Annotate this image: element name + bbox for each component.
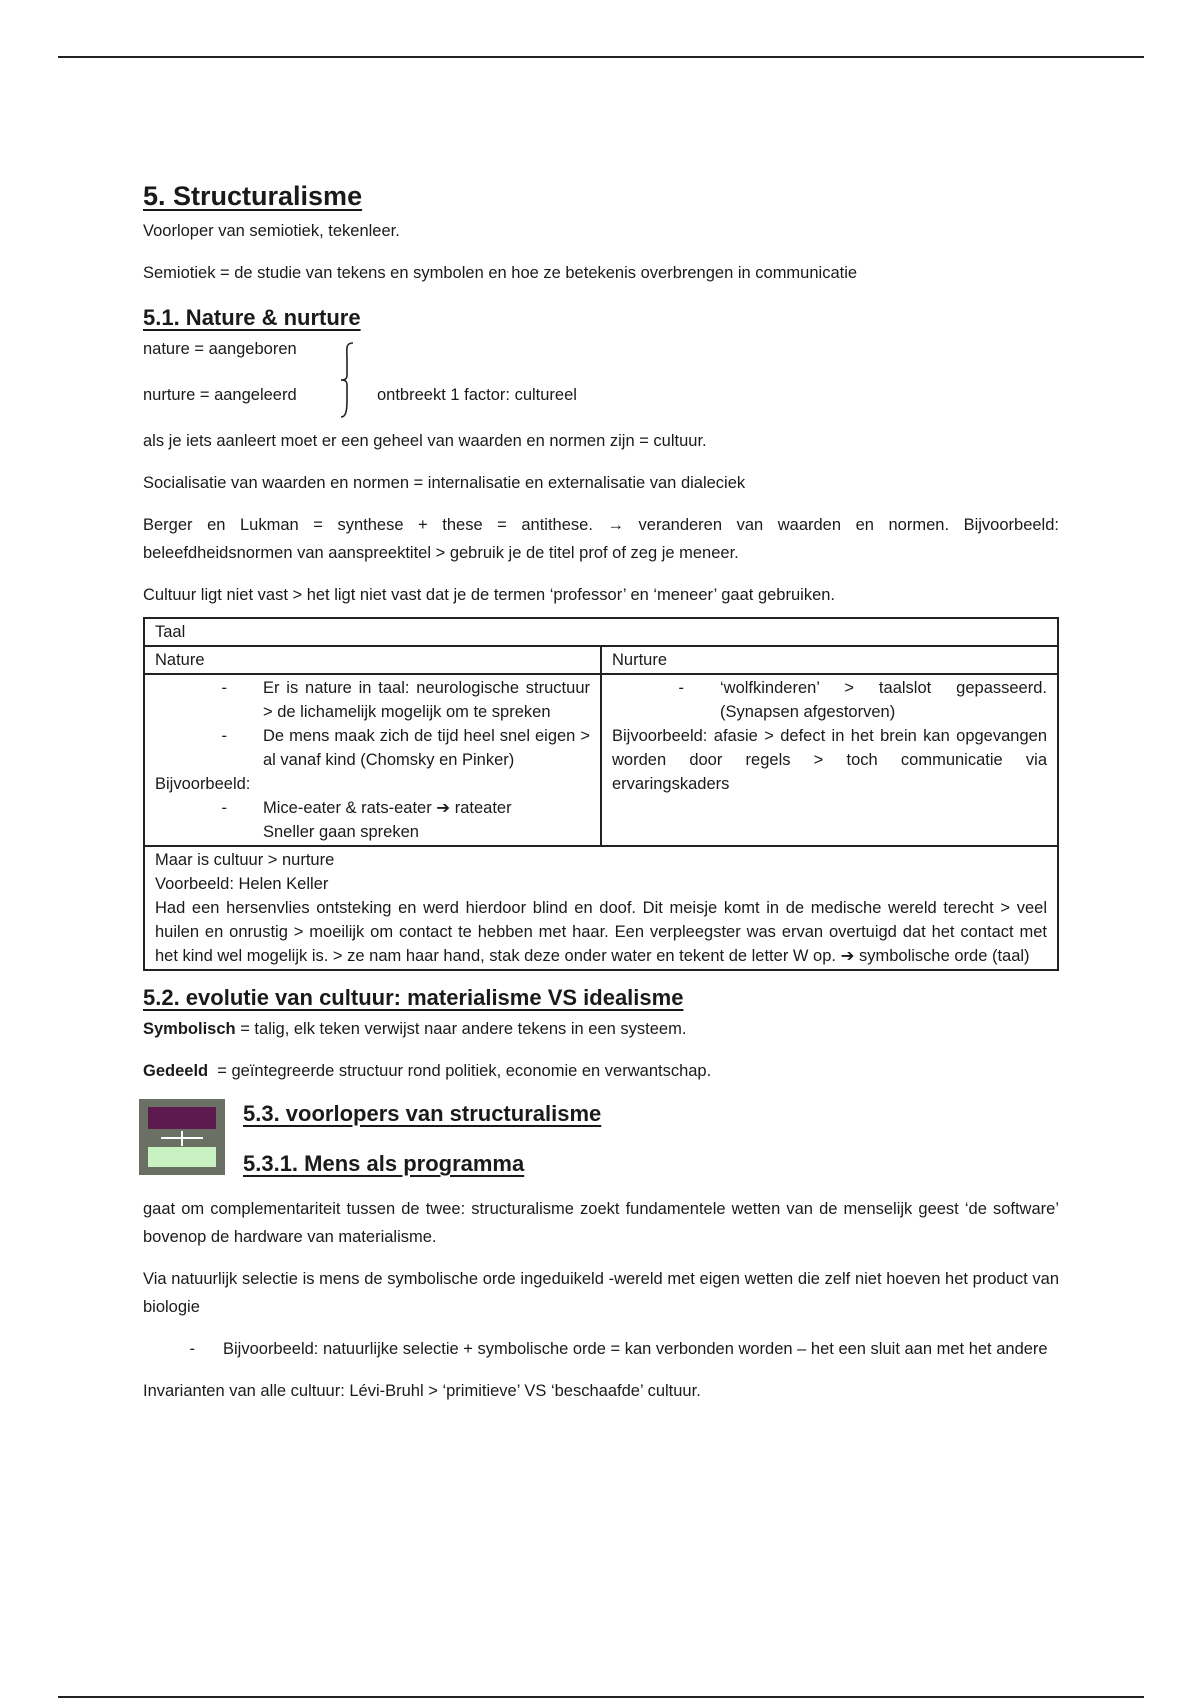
- symbolisch-paragraph: [143, 1015, 1059, 1043]
- cultuur-paragraph: als je iets aanleert moet er een geheel van waarden en normen zijn = cultuur.: [143, 432, 707, 450]
- intro-paragraph: Voorloper van semiotiek, tekenleer.: [143, 222, 400, 240]
- nature-nurture-block: [143, 335, 1059, 421]
- gedeeld-paragraph: [143, 1057, 1059, 1085]
- bullet-dash: -: [189, 1340, 195, 1358]
- gedeeld-text: = geïntegreerde structuur rond politiek, economie en verwantschap.: [208, 1062, 712, 1080]
- invarianten-paragraph: Invarianten van alle cultuur: Lévi-Bruhl > ‘primitieve’ VS ‘beschaafde’ cultuur.: [143, 1382, 701, 1400]
- calculator-icon: [139, 1099, 225, 1175]
- section-5-1-title: 5.1. Nature & nurture: [143, 305, 361, 330]
- semiotiek-paragraph: Semiotiek = de studie van tekens en symbolen en hoe ze betekenis overbrengen in communicatie: [143, 264, 858, 282]
- section-5-title: 5. Structuralisme: [143, 181, 363, 211]
- gedeeld-label: Gedeeld: [143, 1062, 209, 1080]
- table-row: [144, 618, 1058, 646]
- col-nurture-header: Nurture: [601, 646, 1058, 674]
- nature-example-label: Bijvoorbeeld:: [155, 775, 251, 793]
- bullet-dash: -: [221, 679, 227, 697]
- symbolisch-text: = talig, elk teken verwijst naar andere tekens in een systeem.: [235, 1020, 687, 1038]
- section-5-3-header: [143, 1095, 1059, 1195]
- list-item: [155, 676, 590, 724]
- bullet-dash: -: [221, 727, 227, 745]
- berger-lukman-paragraph: Berger en Lukman = synthese + these = antithese. → veranderen van waarden en normen. Bijvoorbeeld: beleefdheidsnormen van aanspreektitel > gebruik je de titel prof of zeg je meneer.: [143, 516, 1059, 562]
- socialisatie-paragraph: Socialisatie van waarden en normen = internalisatie en externalisatie van dialeciek: [143, 474, 746, 492]
- table-row: [144, 646, 1058, 674]
- nature-example-sub: Sneller gaan spreken: [263, 823, 419, 841]
- list-item: [612, 676, 1047, 724]
- bottom-line-1: Maar is cultuur > nurture: [155, 851, 335, 869]
- bottom-line-3: Had een hersenvlies ontsteking en werd hierdoor blind en doof. Dit meisje komt in de medische wereld terecht > veel huilen en onrustig > moeilijk om contact te hebben met haar. Een verpleegster was ervan overtuigd dat het contact met het kind wel mogelijk is. > ze nam haar hand, stak deze onder water en tekent de letter W op. ➔ symbolische orde (taal): [155, 899, 1047, 965]
- nature-example-bullet: Mice-eater & rats-eater ➔ rateater: [263, 799, 512, 817]
- bullet-dash: -: [221, 799, 227, 817]
- nature-bullet-2: De mens maak zich de tijd heel snel eigen > al vanaf kind (Chomsky en Pinker): [263, 727, 590, 769]
- example-bullet: Bijvoorbeeld: natuurlijke selectie + symbolische orde = kan verbonden worden – het een sluit aan met het andere: [223, 1340, 1048, 1358]
- nurture-text: Bijvoorbeeld: afasie > defect in het brein kan opgevangen worden door regels > toch communicatie via ervaringskaders: [612, 727, 1047, 793]
- list-item: [155, 724, 590, 772]
- bullet-dash: -: [678, 679, 684, 697]
- section-5-3-title: 5.3. voorlopers van structuralisme: [243, 1101, 602, 1126]
- taal-table: [143, 617, 1059, 971]
- cultuur-vast-paragraph: Cultuur ligt niet vast > het ligt niet vast dat je de termen ‘professor’ en ‘meneer’ gaat gebruiken.: [143, 586, 836, 604]
- bottom-line-2: Voorbeeld: Helen Keller: [155, 875, 329, 893]
- header-rule: [58, 56, 1144, 58]
- section-5-3-1-title: 5.3.1. Mens als programma: [243, 1151, 525, 1176]
- complementariteit-paragraph: gaat om complementariteit tussen de twee: structuralisme zoekt fundamentele wetten van de menselijk geest ‘de software’ bovenop de hardware van materialisme.: [143, 1200, 1059, 1246]
- nurture-cell: [601, 674, 1058, 846]
- nurture-line: nurture = aangeleerd: [143, 386, 297, 404]
- table-row: [144, 674, 1058, 846]
- table-bottom-cell: [144, 846, 1058, 970]
- symbolisch-label: Symbolisch: [143, 1020, 236, 1038]
- nature-line: nature = aangeboren: [143, 340, 297, 358]
- list-item: [155, 796, 590, 820]
- table-row: [144, 846, 1058, 970]
- list-item: [143, 1335, 1059, 1363]
- selectie-paragraph: Via natuurlijk selectie is mens de symbolische orde ingeduikeld -wereld met eigen wetten die zelf niet hoeven het product van biologie: [143, 1270, 1059, 1316]
- brace-icon: [339, 341, 359, 419]
- footer-rule: [58, 1696, 1144, 1698]
- document-body: [143, 178, 1059, 1405]
- nurture-bullet-1: ‘wolfkinderen’ > taalslot gepasseerd. (Synapsen afgestorven): [720, 679, 1047, 721]
- section-5-2-title: 5.2. evolutie van cultuur: materialisme VS idealisme: [143, 985, 684, 1010]
- missing-factor: ontbreekt 1 factor: cultureel: [377, 386, 577, 404]
- table-header: Taal: [144, 618, 1058, 646]
- nature-bullet-1: Er is nature in taal: neurologische structuur > de lichamelijk mogelijk om te spreken: [263, 679, 590, 721]
- col-nature-header: Nature: [144, 646, 601, 674]
- nature-cell: [144, 674, 601, 846]
